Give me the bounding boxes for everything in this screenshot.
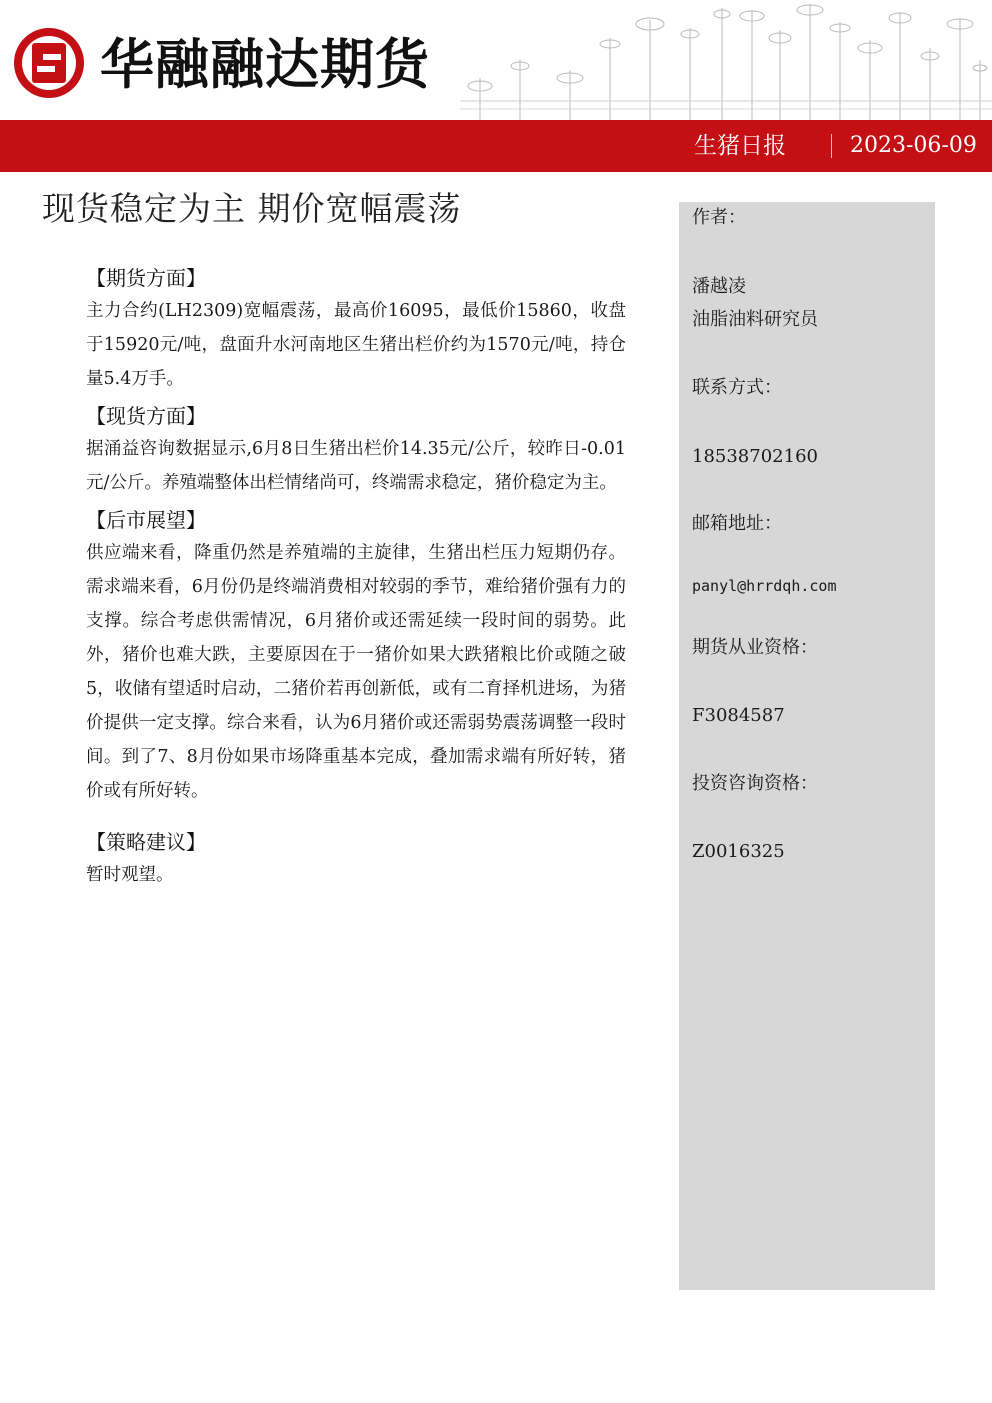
email-label: 邮箱地址： <box>692 513 782 534</box>
page-title: 现货稳定为主 期价宽幅震荡 <box>42 189 462 228</box>
author-sidebar <box>679 202 935 1290</box>
phone-number: 18538702160 <box>692 446 818 467</box>
section-body-strategy: 暂时观望。 <box>86 865 174 885</box>
futures-qualification-number: F3084587 <box>692 705 785 726</box>
band-divider <box>831 134 832 158</box>
decorative-lamps-graphic <box>460 0 992 120</box>
header-band <box>0 120 992 172</box>
section-heading-outlook: 【后市展望】 <box>86 508 206 532</box>
report-date: 2023-06-09 <box>850 133 977 158</box>
section-body-spot: 据涌益咨询数据显示,6月8日生猪出栏价14.35元/公斤，较昨日-0.01元/公斤。养殖端整体出栏情绪尚可，终端需求稳定，猪价稳定为主。 <box>86 439 626 493</box>
investment-qualification-label: 投资咨询资格： <box>692 773 818 794</box>
section-heading-strategy: 【策略建议】 <box>86 830 206 854</box>
contact-label: 联系方式： <box>692 377 782 398</box>
author-title: 油脂油料研究员 <box>692 309 818 330</box>
section-heading-futures: 【期货方面】 <box>86 266 206 290</box>
section-body-futures: 主力合约(LH2309)宽幅震荡，最高价16095，最低价15860，收盘于15920元/吨，盘面升水河南地区生猪出栏价约为1570元/吨，持仓量5.4万手。 <box>86 301 626 389</box>
company-name: 华融融达期货 <box>100 33 430 96</box>
section-heading-spot: 【现货方面】 <box>86 404 206 428</box>
report-content <box>86 262 626 896</box>
report-name: 生猪日报 <box>694 133 786 159</box>
author-name: 潘越凌 <box>692 276 746 297</box>
email-address[interactable]: panyl@hrrdqh.com <box>692 577 837 595</box>
futures-qualification-label: 期货从业资格： <box>692 637 818 658</box>
section-body-outlook: 供应端来看，降重仍然是养殖端的主旋律，生猪出栏压力短期仍存。需求端来看，6月份仍是终端消费相对较弱的季节，难给猪价强有力的支撑。综合考虑供需情况，6月猪价或还需延续一段时间的弱势。此外，猪价也难大跌，主要原因在于一猪价如果大跌猪粮比价或随之破5，收储有望适时启动，二猪价若再创新低，或有二育择机进场，为猪价提供一定支撑。综合来看，认为6月猪价或还需弱势震荡调整一段时间。到了7、8月份如果市场降重基本完成，叠加需求端有所好转，猪价或有所好转。 <box>86 543 626 801</box>
author-label: 作者： <box>692 207 746 228</box>
company-logo-icon <box>12 26 86 100</box>
investment-qualification-number: Z0016325 <box>692 841 785 862</box>
page-header <box>0 0 992 120</box>
